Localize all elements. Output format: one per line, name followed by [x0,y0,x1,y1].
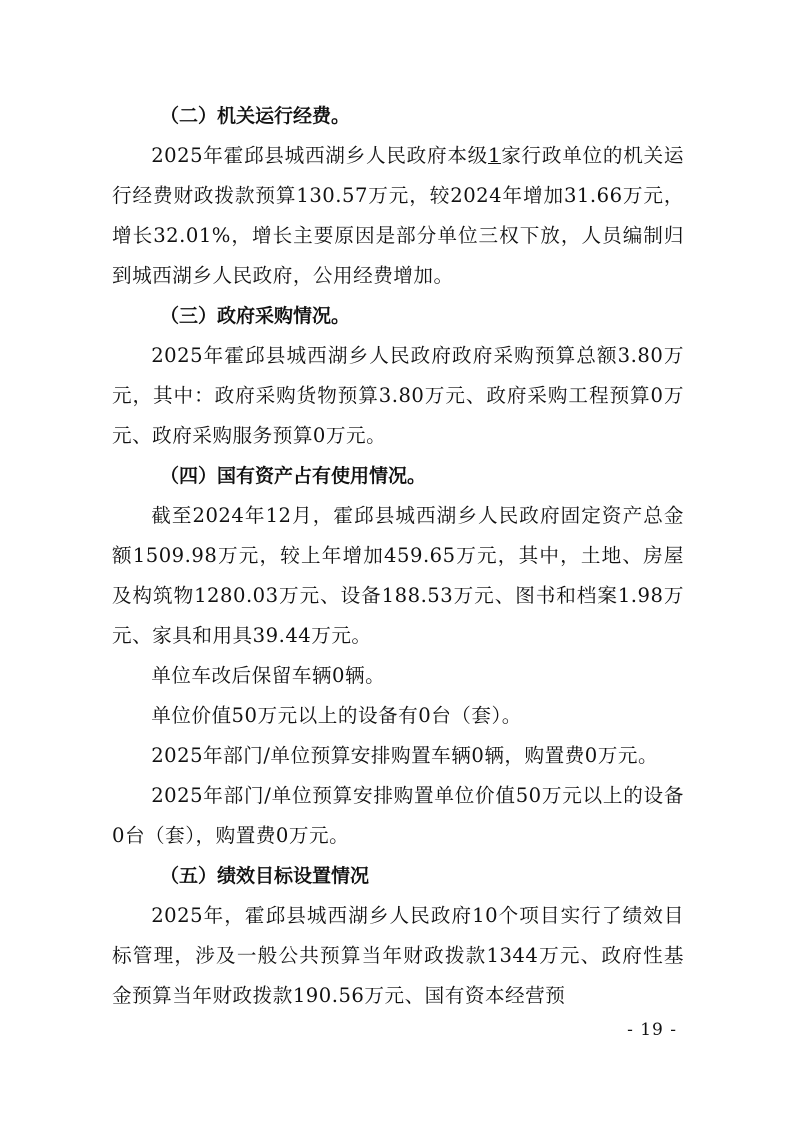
paragraph-operating-expenses [112,136,684,296]
section-heading-performance-targets: （五）绩效目标设置情况 [160,865,370,887]
page-number: - 19 - [627,1020,677,1040]
operating-expenses-text-end: 家行政单位的机关运行经费财政拨款预算130.57万元，较2024年增加31.66万元，增长32.01%，增长主要原因是部分单位三权下放，人员编制归到城西湖乡人民政府，公用经费增加。 [112,144,684,287]
paragraph-vehicle-purchase: 2025年部门/单位预算安排购置车辆0辆，购置费0万元。 [151,744,659,767]
paragraph-vehicles-retained: 单位车改后保留车辆0辆。 [151,664,386,687]
section-heading-procurement: （三）政府采购情况。 [160,305,351,327]
paragraph-equipment-purchase: 2025年部门/单位预算安排购置单位价值50万元以上的设备0台（套），购置费0万元。 [112,784,684,847]
section-heading-state-assets: （四）国有资产占有使用情况。 [160,465,427,487]
paragraph-procurement: 2025年霍邱县城西湖乡人民政府政府采购预算总额3.80万元，其中：政府采购货物预算3.80万元、政府采购工程预算0万元、政府采购服务预算0万元。 [112,344,684,447]
paragraph-equipment-over-50: 单位价值50万元以上的设备有0台（套）。 [151,704,522,727]
document-body [112,96,684,1016]
unit-count: 1 [488,144,501,167]
section-heading-operating-expenses: （二）机关运行经费。 [160,105,351,127]
operating-expenses-text-start: 2025年霍邱县城西湖乡人民政府本级 [151,144,488,167]
paragraph-performance-targets: 2025年，霍邱县城西湖乡人民政府10个项目实行了绩效目标管理，涉及一般公共预算当年财政拨款1344万元、政府性基金预算当年财政拨款190.56万元、国有资本经营预 [112,904,684,1007]
paragraph-fixed-assets: 截至2024年12月，霍邱县城西湖乡人民政府固定资产总金额1509.98万元，较上年增加459.65万元，其中，土地、房屋及构筑物1280.03万元、设备188.53万元、图书和档案1.98万元、家具和用具39.44万元。 [112,504,684,647]
